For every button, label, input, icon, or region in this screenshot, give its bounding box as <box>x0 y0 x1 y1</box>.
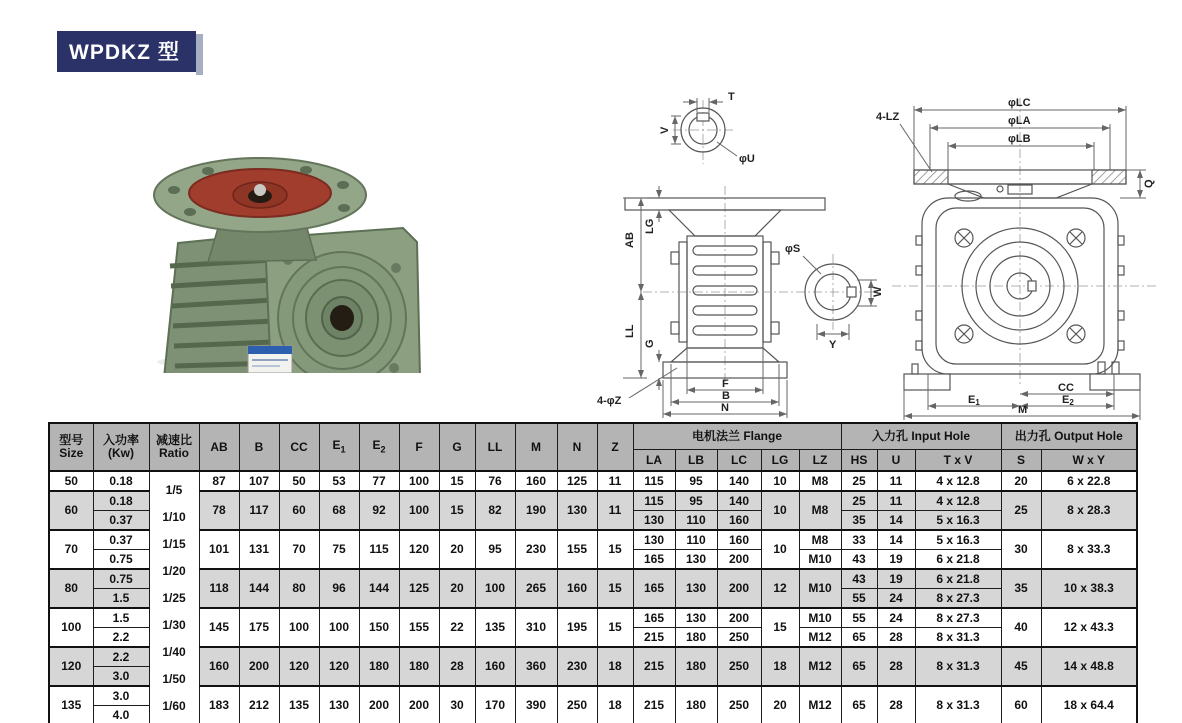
dim-label-phiLA: φLA <box>1008 115 1031 127</box>
cell: 125 <box>399 569 439 608</box>
cell: 5 x 16.3 <box>915 511 1001 531</box>
cell: 30 <box>439 686 475 723</box>
cell: 118 <box>199 569 239 608</box>
cell: M10 <box>799 550 841 570</box>
front-view-svg <box>585 86 885 421</box>
cell: 45 <box>1001 647 1041 686</box>
cell: 20 <box>439 569 475 608</box>
cell: 95 <box>675 491 717 511</box>
col-header-n: N <box>557 423 597 471</box>
cell: 55 <box>841 608 877 628</box>
front-view-drawing <box>585 86 885 426</box>
cell: 160 <box>199 647 239 686</box>
cell: 175 <box>239 608 279 647</box>
cell: 15 <box>597 569 633 608</box>
cell: 200 <box>717 569 761 608</box>
cell: 60 <box>279 491 319 530</box>
cell: 135 <box>279 686 319 723</box>
cell: 135 <box>475 608 515 647</box>
cell: 0.37 <box>93 530 149 550</box>
col-header-cc: CC <box>279 423 319 471</box>
dim-label-V: V <box>659 126 671 134</box>
cell: 100 <box>399 491 439 530</box>
dim-label-CC: CC <box>1058 382 1074 394</box>
dim-label-LL: LL <box>624 324 636 338</box>
cell: 96 <box>319 569 359 608</box>
cell: 10 <box>761 491 799 530</box>
dim-label-E2: E2 <box>1062 394 1074 407</box>
cell: 130 <box>675 569 717 608</box>
cell: 2.2 <box>93 628 149 648</box>
cell: 25 <box>841 471 877 491</box>
cell: 43 <box>841 569 877 589</box>
cell: 55 <box>841 589 877 609</box>
cell: 30 <box>1001 530 1041 569</box>
cell: 22 <box>439 608 475 647</box>
cell: 215 <box>633 628 675 648</box>
cell: 180 <box>675 647 717 686</box>
spec-table <box>48 422 1138 723</box>
col-header-ll: LL <box>475 423 515 471</box>
col-header-lb: LB <box>675 450 717 472</box>
col-header-e2: $E_2$ <box>359 423 399 471</box>
dim-label-M: M <box>1018 404 1028 416</box>
cell: 68 <box>319 491 359 530</box>
col-header-u: U <box>877 450 915 472</box>
dimension-table <box>48 422 1138 723</box>
cell: 160 <box>557 569 597 608</box>
cell: 117 <box>239 491 279 530</box>
cell: 82 <box>475 491 515 530</box>
cell: 0.18 <box>93 471 149 491</box>
cell: 130 <box>675 550 717 570</box>
col-header-e1: $E_1$ <box>319 423 359 471</box>
dim-label-N: N <box>721 402 729 414</box>
cell: 130 <box>675 608 717 628</box>
dim-label-4phiZ: 4-φZ <box>597 395 622 407</box>
cell: 135 <box>49 686 93 723</box>
cell: 15 <box>439 491 475 530</box>
cell: 212 <box>239 686 279 723</box>
cell: 130 <box>633 530 675 550</box>
side-view-svg <box>868 86 1172 421</box>
cell: 28 <box>877 647 915 686</box>
table-row <box>49 530 1137 550</box>
cell: 110 <box>675 530 717 550</box>
cell: 87 <box>199 471 239 491</box>
cell: 0.75 <box>93 569 149 589</box>
col-header-hs: HS <box>841 450 877 472</box>
cell: 155 <box>557 530 597 569</box>
group-header-input-hole: 入力孔 Input Hole <box>841 423 1001 450</box>
table-row <box>49 471 1137 491</box>
cell: 180 <box>675 686 717 723</box>
cell: 8 x 33.3 <box>1041 530 1137 569</box>
col-header-power: 入功率 (Kw) <box>93 423 149 471</box>
cell: 65 <box>841 647 877 686</box>
header-row-1 <box>49 423 1137 450</box>
cell: 8 x 31.3 <box>915 628 1001 648</box>
side-view-drawing <box>868 86 1172 426</box>
cell: 18 <box>597 647 633 686</box>
cell: 140 <box>717 491 761 511</box>
cell: 25 <box>841 491 877 511</box>
cell: 5 x 16.3 <box>915 530 1001 550</box>
cell: M12 <box>799 647 841 686</box>
cell: 11 <box>597 471 633 491</box>
cell: 25 <box>1001 491 1041 530</box>
cell: 195 <box>557 608 597 647</box>
col-header-lg: LG <box>761 450 799 472</box>
group-header-flange: 电机法兰 Flange <box>633 423 841 450</box>
cell: 20 <box>439 530 475 569</box>
dim-label-AB: AB <box>624 232 636 248</box>
cell: 19 <box>877 569 915 589</box>
cell: 190 <box>515 491 557 530</box>
cell: 60 <box>1001 686 1041 723</box>
dim-label-W: W <box>872 286 884 297</box>
cell: M8 <box>799 530 841 550</box>
cell: 43 <box>841 550 877 570</box>
cell: 18 x 64.4 <box>1041 686 1137 723</box>
cell: 3.0 <box>93 686 149 706</box>
cell: 0.18 <box>93 491 149 511</box>
cell: 180 <box>675 628 717 648</box>
cell: 250 <box>557 686 597 723</box>
cell: 8 x 28.3 <box>1041 491 1137 530</box>
cell: 6 x 22.8 <box>1041 471 1137 491</box>
cell: 165 <box>633 608 675 628</box>
dim-label-phiU: φU <box>739 153 755 165</box>
cell: 1.5 <box>93 608 149 628</box>
cell: 18 <box>597 686 633 723</box>
cell: 40 <box>1001 608 1041 647</box>
product-photo <box>100 138 440 378</box>
cell: 390 <box>515 686 557 723</box>
cell: 115 <box>633 471 675 491</box>
cell: 6 x 21.8 <box>915 550 1001 570</box>
cell: 180 <box>399 647 439 686</box>
cell: 125 <box>557 471 597 491</box>
cell: 53 <box>319 471 359 491</box>
cell: 200 <box>399 686 439 723</box>
cell: 77 <box>359 471 399 491</box>
cell: M10 <box>799 608 841 628</box>
cell: 50 <box>49 471 93 491</box>
cell: 2.2 <box>93 647 149 667</box>
cell: 120 <box>399 530 439 569</box>
col-header-lc: LC <box>717 450 761 472</box>
cell: 28 <box>877 628 915 648</box>
cell: 6 x 21.8 <box>915 569 1001 589</box>
cell: 78 <box>199 491 239 530</box>
cell: 15 <box>761 608 799 647</box>
cell: 130 <box>633 511 675 531</box>
cell: 120 <box>319 647 359 686</box>
cell: 80 <box>279 569 319 608</box>
cell: 28 <box>439 647 475 686</box>
cell: 100 <box>279 608 319 647</box>
col-header-g: G <box>439 423 475 471</box>
col-header-lz: LZ <box>799 450 841 472</box>
cell: 10 <box>761 471 799 491</box>
cell: 12 <box>761 569 799 608</box>
cell: 140 <box>717 471 761 491</box>
cell: 155 <box>399 608 439 647</box>
cell: 19 <box>877 550 915 570</box>
cell: 28 <box>877 686 915 723</box>
cell: M10 <box>799 569 841 608</box>
dim-label-phiLB: φLB <box>1008 133 1031 145</box>
cell: 3.0 <box>93 667 149 687</box>
cell: 0.37 <box>93 511 149 531</box>
cell: 14 <box>877 511 915 531</box>
cell: 11 <box>877 491 915 511</box>
table-row <box>49 608 1137 628</box>
cell: 250 <box>717 628 761 648</box>
cell: 15 <box>439 471 475 491</box>
cell: 76 <box>475 471 515 491</box>
cell: 200 <box>239 647 279 686</box>
cell: 70 <box>49 530 93 569</box>
cell: 130 <box>557 491 597 530</box>
cell: 144 <box>239 569 279 608</box>
cell: 145 <box>199 608 239 647</box>
cell: 60 <box>49 491 93 530</box>
dim-label-B: B <box>722 390 730 402</box>
cell: 265 <box>515 569 557 608</box>
cell: 230 <box>557 647 597 686</box>
cell: 180 <box>359 647 399 686</box>
cell: 15 <box>597 530 633 569</box>
cell: 8 x 31.3 <box>915 686 1001 723</box>
cell: 1.5 <box>93 589 149 609</box>
cell: 4 x 12.8 <box>915 491 1001 511</box>
col-header-size: 型号 Size <box>49 423 93 471</box>
table-row <box>49 491 1137 511</box>
col-header-z: Z <box>597 423 633 471</box>
cell: 144 <box>359 569 399 608</box>
cell: M12 <box>799 628 841 648</box>
table-row <box>49 647 1137 667</box>
cell: 310 <box>515 608 557 647</box>
cell: 92 <box>359 491 399 530</box>
dim-label-Q: Q <box>1143 179 1155 188</box>
cell: 160 <box>717 530 761 550</box>
cell: 160 <box>475 647 515 686</box>
cell: 18 <box>761 647 799 686</box>
cell: 160 <box>717 511 761 531</box>
table-row <box>49 569 1137 589</box>
col-header-m: M <box>515 423 557 471</box>
cell: 4 x 12.8 <box>915 471 1001 491</box>
cell: 130 <box>319 686 359 723</box>
cell: 230 <box>515 530 557 569</box>
cell: 70 <box>279 530 319 569</box>
dim-label-G: G <box>644 339 656 348</box>
cell: 65 <box>841 628 877 648</box>
cell: 8 x 31.3 <box>915 647 1001 686</box>
cell: 8 x 27.3 <box>915 608 1001 628</box>
cell: 11 <box>597 491 633 530</box>
cell: 95 <box>675 471 717 491</box>
cell: 200 <box>717 550 761 570</box>
cell: 35 <box>841 511 877 531</box>
cell: 33 <box>841 530 877 550</box>
cell: M12 <box>799 686 841 723</box>
cell: 80 <box>49 569 93 608</box>
dim-label-E1: E1 <box>968 394 980 407</box>
cell: 24 <box>877 608 915 628</box>
cell: 65 <box>841 686 877 723</box>
cell: 20 <box>761 686 799 723</box>
cell: 100 <box>49 608 93 647</box>
cell: 183 <box>199 686 239 723</box>
cell: 75 <box>319 530 359 569</box>
cell: 101 <box>199 530 239 569</box>
col-header-ab: AB <box>199 423 239 471</box>
cell: 100 <box>475 569 515 608</box>
cell: 110 <box>675 511 717 531</box>
cell: 12 x 43.3 <box>1041 608 1137 647</box>
cell: 250 <box>717 647 761 686</box>
cell: 10 <box>761 530 799 569</box>
dim-label-phiS: φS <box>785 243 801 255</box>
cell: 100 <box>399 471 439 491</box>
cell: 4.0 <box>93 706 149 723</box>
col-header-la: LA <box>633 450 675 472</box>
cell: 8 x 27.3 <box>915 589 1001 609</box>
cell: 120 <box>49 647 93 686</box>
col-header-ratio: 减速比 Ratio <box>149 423 199 471</box>
cell: 10 x 38.3 <box>1041 569 1137 608</box>
cell: 200 <box>359 686 399 723</box>
dim-label-T: T <box>728 91 735 103</box>
cell: 11 <box>877 471 915 491</box>
col-header-b: B <box>239 423 279 471</box>
dim-label-4LZ: 4-LZ <box>876 111 900 123</box>
cell: 165 <box>633 550 675 570</box>
cell: 115 <box>633 491 675 511</box>
col-header-wxy: W x Y <box>1041 450 1137 472</box>
dim-label-LG: LG <box>644 218 656 234</box>
cell: 215 <box>633 686 675 723</box>
group-header-output-hole: 出力孔 Output Hole <box>1001 423 1137 450</box>
table-row <box>49 686 1137 706</box>
cell: 250 <box>717 686 761 723</box>
col-header-txv: T x V <box>915 450 1001 472</box>
cell: M8 <box>799 471 841 491</box>
col-header-f: F <box>399 423 439 471</box>
cell: 165 <box>633 569 675 608</box>
cell: 14 <box>877 530 915 550</box>
cell: 120 <box>279 647 319 686</box>
dim-label-phiLC: φLC <box>1008 97 1031 109</box>
cell: 131 <box>239 530 279 569</box>
cell: 200 <box>717 608 761 628</box>
cell: 95 <box>475 530 515 569</box>
cell: 107 <box>239 471 279 491</box>
cell: 15 <box>597 608 633 647</box>
cell: 170 <box>475 686 515 723</box>
dim-label-F: F <box>722 378 729 390</box>
col-header-s: S <box>1001 450 1041 472</box>
cell: 150 <box>359 608 399 647</box>
gearbox-photo-illustration <box>100 138 440 373</box>
cell: 215 <box>633 647 675 686</box>
cell: 160 <box>515 471 557 491</box>
cell: 24 <box>877 589 915 609</box>
cell: 100 <box>319 608 359 647</box>
cell: 50 <box>279 471 319 491</box>
cell: M8 <box>799 491 841 530</box>
cell: 115 <box>359 530 399 569</box>
cell: 35 <box>1001 569 1041 608</box>
cell: 14 x 48.8 <box>1041 647 1137 686</box>
ratio-cell: 1/5 1/10 1/15 1/20 1/25 1/30 1/40 1/50 1/60 <box>149 471 199 723</box>
cell: 0.75 <box>93 550 149 570</box>
page-title: WPDKZ 型 <box>57 31 196 72</box>
cell: 360 <box>515 647 557 686</box>
cell: 20 <box>1001 471 1041 491</box>
dim-label-Y: Y <box>829 339 837 351</box>
